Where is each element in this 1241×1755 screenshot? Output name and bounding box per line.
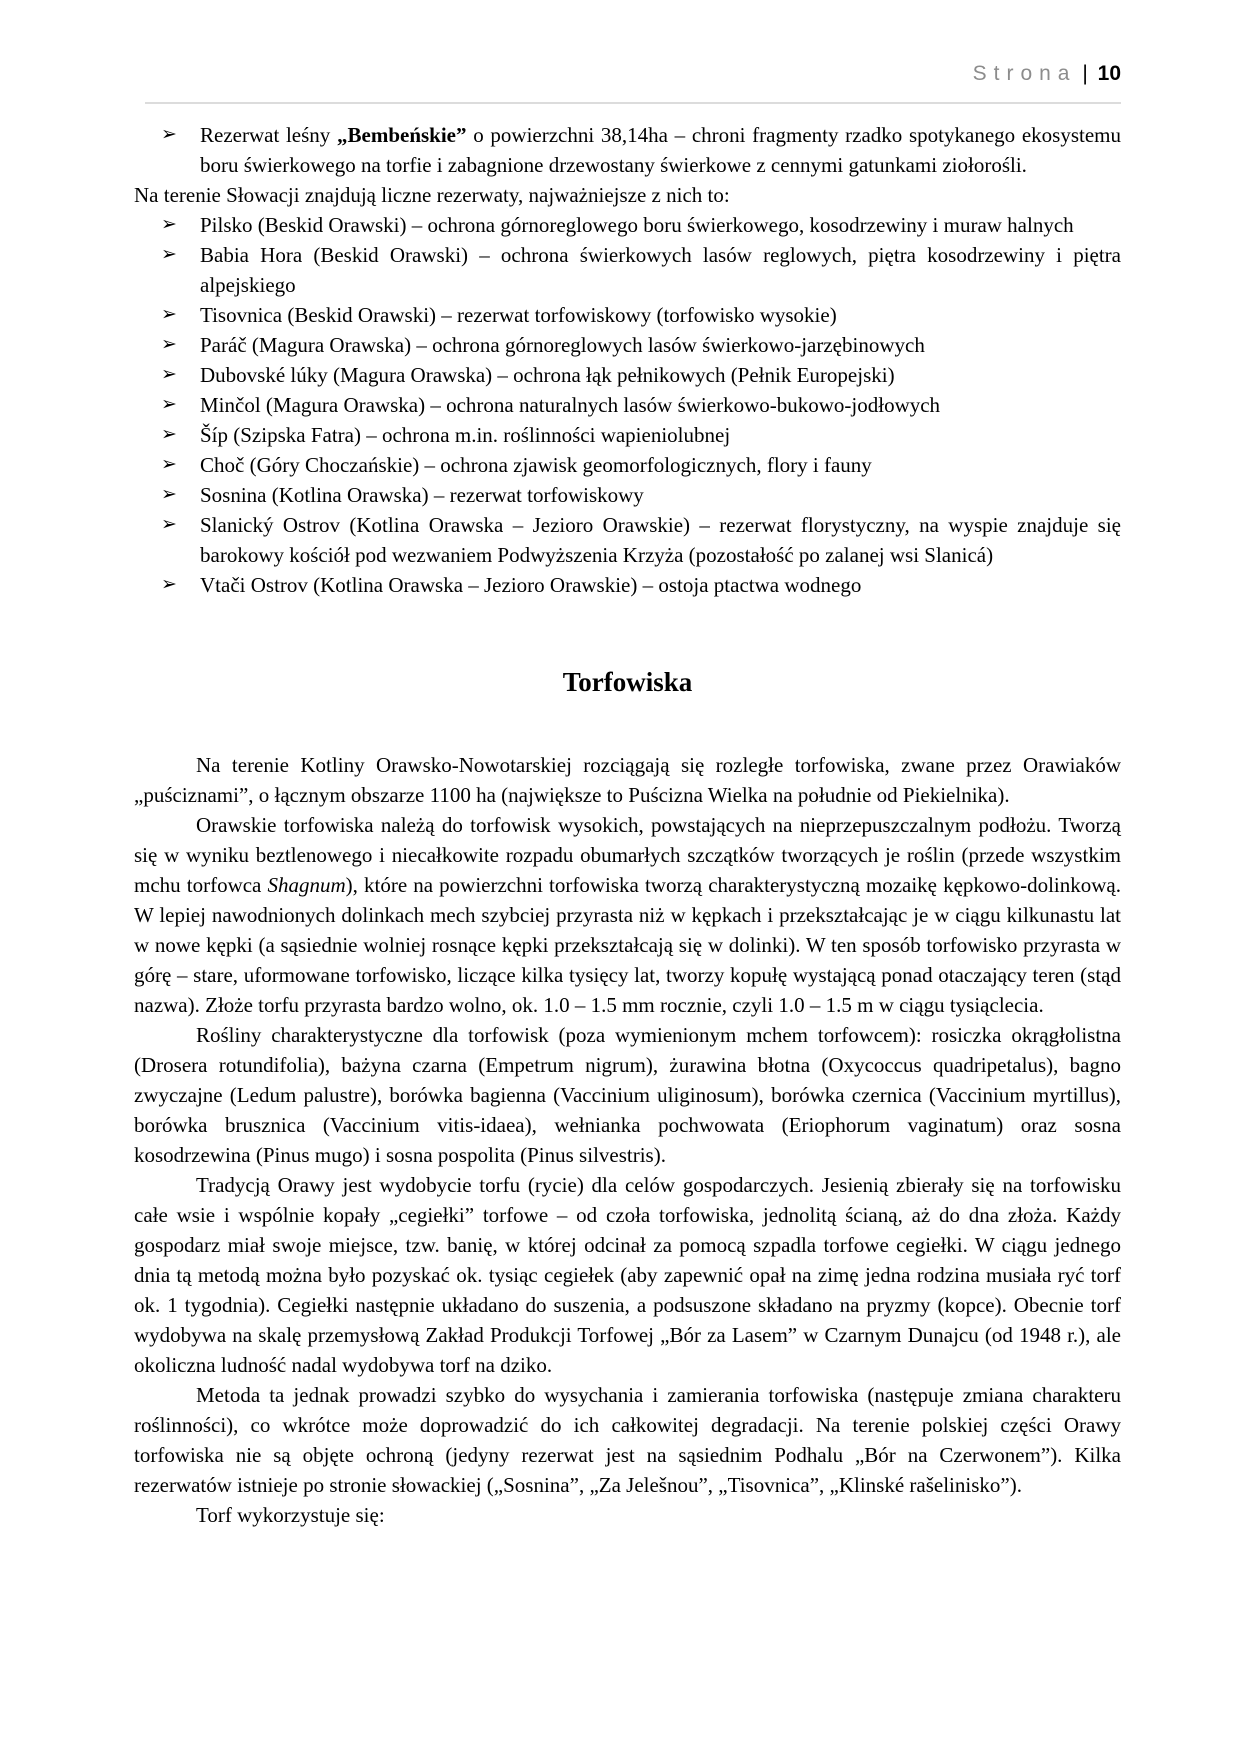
list-item	[134, 570, 1121, 600]
list-item-text: Babia Hora (Beskid Orawski) – ochrona świerkowych lasów reglowych, piętra kosodrzewiny i piętra alpejskiego	[200, 243, 1121, 297]
arrow-bullet-icon: ➢	[161, 334, 177, 355]
list-item	[134, 240, 1121, 300]
forest-reserve-list	[134, 120, 1121, 180]
header-rule	[145, 102, 1121, 104]
list-item	[134, 510, 1121, 570]
list-item	[134, 480, 1121, 510]
header-page-word: Strona	[972, 62, 1077, 85]
arrow-bullet-icon: ➢	[161, 394, 177, 415]
slovakia-intro-line: Na terenie Słowacji znajdują liczne rezerwaty, najważniejsze z nich to:	[134, 183, 730, 207]
paragraph-2-text: ), które na powierzchni torfowiska tworzą charakterystyczną mozaikę kępkowo-dolinkową. W lepiej nawodnionych dolinkach mech szybciej przyrasta niż w kępkach i przekształcając je w ciągu kilkunastu lat w nowe kępki (a sąsiednie wolniej rosnące kępki przekształcają się w dolinki). W ten sposób torfowisko przyrasta w górę – stare, uformowane torfowisko, liczące kilka tysięcy lat, tworzy kopułę wystającą ponad otaczający teren (stąd nazwa). Złoże torfu przyrasta bardzo wolno, ok. 1.0 – 1.5 mm rocznie, czyli 1.0 – 1.5 m w ciągu tysiąclecia.	[134, 873, 1121, 1017]
header-separator: |	[1082, 62, 1088, 85]
header-page-number: 10	[1097, 62, 1121, 85]
list-item-text: Šíp (Szipska Fatra) – ochrona m.in. roślinności wapieniolubnej	[200, 423, 731, 447]
list-item-text: Slanický Ostrov (Kotlina Orawska – Jezioro Orawskie) – rezerwat florystyczny, na wyspie znajduje się barokowy kościół pod wezwaniem Podwyższenia Krzyża (pozostałość po zalanej wsi Slanicá)	[200, 513, 1121, 567]
list-item	[134, 360, 1121, 390]
list-item	[134, 210, 1121, 240]
arrow-bullet-icon: ➢	[161, 214, 177, 235]
list-item	[134, 120, 1121, 180]
list-item	[134, 390, 1121, 420]
list-item-text: Sosnina (Kotlina Orawska) – rezerwat torfowiskowy	[200, 483, 644, 507]
item-bold-name: „Bembeńskie”	[337, 123, 467, 147]
arrow-bullet-icon: ➢	[161, 514, 177, 535]
list-item-text: Pilsko (Beskid Orawski) – ochrona górnoreglowego boru świerkowego, kosodrzewiny i muraw halnych	[200, 213, 1074, 237]
arrow-bullet-icon: ➢	[161, 574, 177, 595]
list-item-text: Minčol (Magura Orawska) – ochrona naturalnych lasów świerkowo-bukowo-jodłowych	[200, 393, 941, 417]
list-item	[134, 300, 1121, 330]
paragraph-1: Na terenie Kotliny Orawsko-Nowotarskiej rozciągają się rozległe torfowiska, zwane przez Orawiaków „puściznami”, o łącznym obszarze 1100 ha (największe to Puścizna Wielka na południe od Piekielnika).	[134, 753, 1121, 807]
paragraph-4: Tradycją Orawy jest wydobycie torfu (rycie) dla celów gospodarczych. Jesienią zbierały się na torfowisku całe wsie i wspólnie kopały „cegiełki” torfowe – od czoła torfowiska, jednolitą ścianą, aż do dna złoża. Każdy gospodarz miał swoje miejsce, tzw. banię, w której odcinał za pomocą szpadla torfowe cegiełki. W ciągu jednego dnia tą metodą można było pozyskać ok. tysiąc cegiełek (aby zapewnić opał na zimę jedna rodzina musiała ryć torf ok. 1 tygodnia). Cegiełki następnie układano do suszenia, a podsuszone składano na pryzmy (kopce). Obecnie torf wydobywa na skalę przemysłową Zakład Produkcji Torfowej „Bór za Lasem” w Czarnym Dunajcu (od 1948 r.), ale okoliczna ludność nadal wydobywa torf na dziko.	[134, 1173, 1121, 1377]
list-item-text: Choč (Góry Choczańskie) – ochrona zjawisk geomorfologicznych, flory i fauny	[200, 453, 872, 477]
arrow-bullet-icon: ➢	[161, 484, 177, 505]
arrow-bullet-icon: ➢	[161, 124, 177, 145]
list-item-text	[200, 120, 1121, 180]
arrow-bullet-icon: ➢	[161, 424, 177, 445]
arrow-bullet-icon: ➢	[161, 364, 177, 385]
page-header	[145, 62, 1121, 86]
paragraph-3: Rośliny charakterystyczne dla torfowisk (poza wymienionym mchem torfowcem): rosiczka okrągłolistna (Drosera rotundifolia), bażyna czarna (Empetrum nigrum), żurawina błotna (Oxycoccus quadripetalus), bagno zwyczajne (Ledum palustre), borówka bagienna (Vaccinium uliginosum), borówka czernica (Vaccinium myrtillus), borówka brusznica (Vaccinium vitis-idaea), wełnianka pochwowata (Eriophorum vaginatum) oraz sosna kosodrzewina (Pinus mugo) i sosna pospolita (Pinus silvestris).	[134, 1023, 1121, 1167]
list-item	[134, 450, 1121, 480]
latin-species-name: Shagnum	[267, 873, 346, 897]
list-item-text: Vtači Ostrov (Kotlina Orawska – Jezioro Orawskie) – ostoja ptactwa wodnego	[200, 573, 862, 597]
paragraph-2	[134, 810, 1121, 1020]
paragraph-5: Metoda ta jednak prowadzi szybko do wysychania i zamierania torfowiska (następuje zmiana charakteru roślinności), co wkrótce może doprowadzić do ich całkowitej degradacji. Na terenie polskiej części Orawy torfowiska nie są objęte ochroną (jedyny rezerwat jest na sąsiednim Podhalu „Bór na Czerwonem”). Kilka rezerwatów istnieje po stronie słowackiej („Sosnina”, „Za Jelešnou”, „Tisovnica”, „Klinské rašelinisko”).	[134, 1383, 1121, 1497]
document-body	[134, 120, 1121, 1530]
list-item	[134, 420, 1121, 450]
item-prefix: Rezerwat leśny	[200, 123, 337, 147]
list-item-text: Tisovnica (Beskid Orawski) – rezerwat torfowiskowy (torfowisko wysokie)	[200, 303, 837, 327]
item-suffix: o powierzchni 38,14ha – chroni fragmenty rzadko spotykanego ekosystemu boru świerkowego na torfie i zabagnione drzewostany świerkowe z cennymi gatunkami ziołorośli.	[200, 123, 1121, 177]
paragraph-6: Torf wykorzystuje się:	[196, 1503, 385, 1527]
arrow-bullet-icon: ➢	[161, 304, 177, 325]
list-item	[134, 330, 1121, 360]
list-item-text: Dubovské lúky (Magura Orawska) – ochrona łąk pełnikowych (Pełnik Europejski)	[200, 363, 895, 387]
section-title: Torfowiska	[562, 667, 693, 697]
list-item-text: Paráč (Magura Orawska) – ochrona górnoreglowych lasów świerkowo-jarzębinowych	[200, 333, 925, 357]
arrow-bullet-icon: ➢	[161, 454, 177, 475]
slovakia-reserve-list	[134, 210, 1121, 600]
paragraph-2-text: Orawskie torfowiska należą do torfowisk wysokich, powstających na nieprzepuszczalnym podłożu. Tworzą się w wyniku beztlenowego i niecałkowite rozpadu obumarłych szczątków tworzących je roślin (przede wszystkim mchu torfowca	[134, 813, 1121, 897]
arrow-bullet-icon: ➢	[161, 244, 177, 265]
